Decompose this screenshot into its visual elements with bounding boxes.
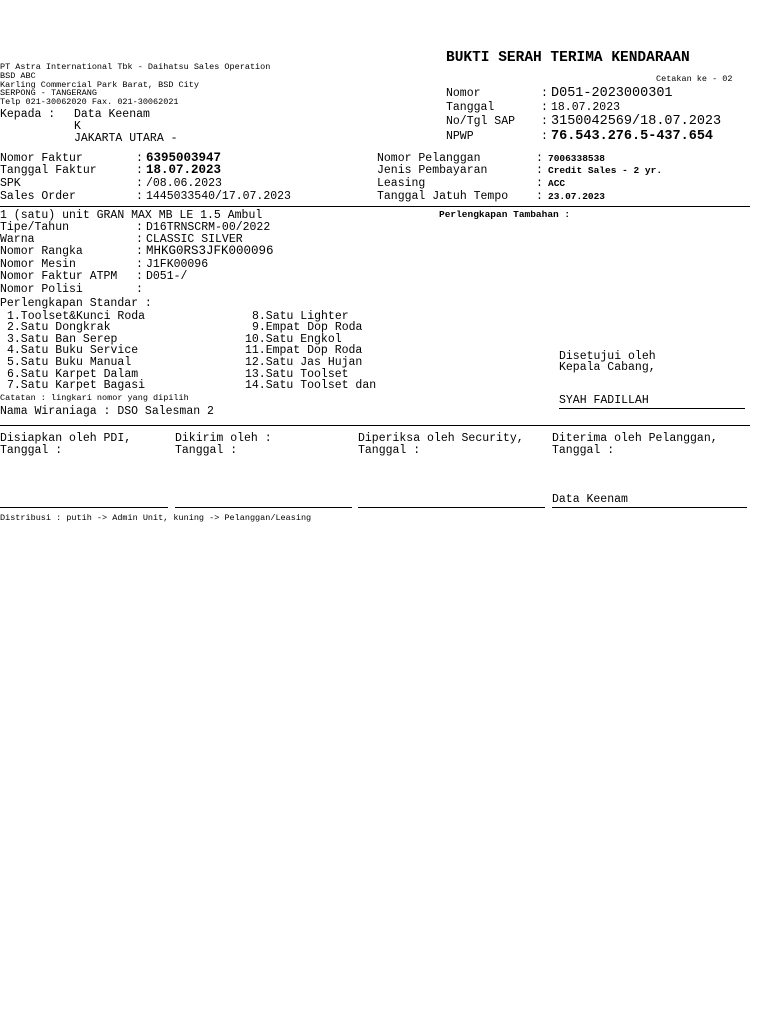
so-label: Sales Order [0, 190, 76, 203]
spk-value: /08.06.2023 [146, 177, 222, 190]
faktur-label: Nomor Faktur [0, 152, 83, 165]
equipment-item: 9.Empat Dop Roda [252, 321, 363, 334]
colon: : [136, 221, 143, 234]
nomor-label: Nomor [446, 87, 481, 100]
equipment-item: 5.Satu Buku Manual [7, 356, 132, 369]
approver-signature-line [559, 408, 745, 409]
colon: : [136, 190, 143, 203]
so-value: 1445033540/17.07.2023 [146, 190, 291, 203]
approver-name: SYAH FADILLAH [559, 394, 649, 407]
atpm-label: Nomor Faktur ATPM [0, 270, 118, 283]
colon: : [136, 245, 143, 258]
colon: : [136, 270, 143, 283]
jatuh-tempo-label: Tanggal Jatuh Tempo [377, 190, 509, 203]
rangka-value: MHKG0RS3JFK000096 [146, 244, 274, 258]
sap-label: No/Tgl SAP [446, 115, 516, 128]
colon: : [136, 164, 143, 177]
equipment-item: 8.Satu Lighter [252, 310, 349, 323]
signature-role: Diterima oleh Pelanggan, [552, 432, 718, 445]
equipment-item: 7.Satu Karpet Bagasi [7, 379, 146, 392]
colon: : [136, 283, 143, 296]
mesin-value: J1FK00096 [146, 258, 209, 271]
print-count: Cetakan ke - 02 [656, 74, 733, 84]
extras-title: Perlengkapan Tambahan : [439, 209, 571, 220]
mesin-label: Nomor Mesin [0, 258, 76, 271]
warna-label: Warna [0, 233, 35, 246]
selection-note: Catatan : lingkari nomor yang dipilih [0, 393, 189, 403]
equipment-item: 4.Satu Buku Service [7, 344, 139, 357]
colon: : [536, 152, 543, 165]
signature-line [0, 507, 168, 508]
equipment-item: 1.Toolset&Kunci Roda [7, 310, 146, 323]
company-city: SERPONG - TANGERANG [0, 88, 97, 98]
recipient-name: Data Keenam [74, 108, 150, 121]
tanggal-value: 18.07.2023 [551, 101, 621, 114]
nomor-value: D051-2023000301 [551, 86, 673, 101]
colon: : [536, 190, 543, 203]
rangka-label: Nomor Rangka [0, 245, 83, 258]
recipient-line2: K [74, 120, 81, 133]
npwp-label: NPWP [446, 130, 474, 143]
npwp-value: 76.543.276.5-437.654 [551, 129, 714, 144]
pelanggan-value: 7006338538 [548, 153, 606, 164]
unit-description: 1 (satu) unit GRAN MAX MB LE 1.5 Ambul [0, 209, 263, 222]
equipment-item: 6.Satu Karpet Dalam [7, 368, 139, 381]
signature-date: Tanggal : [175, 444, 238, 457]
section-divider [0, 206, 750, 207]
equipment-item: 14.Satu Toolset dan [245, 379, 377, 392]
equipment-item: 13.Satu Toolset [245, 368, 349, 381]
recipient-label: Kepada : [0, 108, 56, 121]
atpm-value: D051-/ [146, 270, 188, 283]
leasing-value: ACC [548, 178, 566, 189]
equipment-item: 3.Satu Ban Serep [7, 333, 118, 346]
distribution-note: Distribusi : putih -> Admin Unit, kuning -> Pelanggan/Leasing [0, 513, 312, 523]
salesperson-name: Nama Wiraniaga : DSO Salesman 2 [0, 405, 214, 418]
colon: : [541, 87, 548, 100]
spk-label: SPK [0, 177, 21, 190]
bayar-value: Credit Sales - 2 yr. [548, 165, 663, 176]
signature-line [552, 507, 747, 508]
leasing-label: Leasing [377, 177, 426, 190]
section-divider [0, 425, 750, 426]
colon: : [136, 177, 143, 190]
tanggal-label: Tanggal [446, 101, 495, 114]
signature-date: Tanggal : [0, 444, 63, 457]
equipment-item: 12.Satu Jas Hujan [245, 356, 363, 369]
company-phone: Telp 021-30062020 Fax. 021-30062021 [0, 97, 179, 107]
approval-line1: Disetujui oleh [559, 350, 656, 363]
warna-value: CLASSIC SILVER [146, 233, 243, 246]
colon: : [541, 130, 548, 143]
signature-name: Data Keenam [552, 493, 628, 506]
polisi-label: Nomor Polisi [0, 283, 83, 296]
tipe-label: Tipe/Tahun [0, 221, 70, 234]
company-branch: BSD ABC [0, 71, 36, 81]
signature-role: Diperiksa oleh Security, [358, 432, 524, 445]
tgl-faktur-label: Tanggal Faktur [0, 164, 97, 177]
signature-role: Disiapkan oleh PDI, [0, 432, 132, 445]
colon: : [541, 101, 548, 114]
bayar-label: Jenis Pembayaran [377, 164, 488, 177]
recipient-city: JAKARTA UTARA - [74, 132, 178, 145]
company-address: Karling Commercial Park Barat, BSD City [0, 80, 199, 90]
pelanggan-label: Nomor Pelanggan [377, 152, 481, 165]
equipment-item: 10.Satu Engkol [245, 333, 342, 346]
company-name: PT Astra International Tbk - Daihatsu Sales Operation [0, 62, 271, 72]
approval-line2: Kepala Cabang, [559, 361, 656, 374]
tipe-value: D16TRNSCRM-00/2022 [146, 221, 271, 234]
faktur-value: 6395003947 [146, 151, 222, 165]
signature-line [358, 507, 545, 508]
colon: : [541, 115, 548, 128]
standard-title: Perlengkapan Standar : [0, 297, 152, 310]
tgl-faktur-value: 18.07.2023 [146, 163, 222, 177]
colon: : [136, 258, 143, 271]
document-title: BUKTI SERAH TERIMA KENDARAAN [446, 50, 690, 66]
colon: : [536, 164, 543, 177]
colon: : [136, 233, 143, 246]
jatuh-tempo-value: 23.07.2023 [548, 191, 606, 202]
signature-date: Tanggal : [552, 444, 615, 457]
equipment-item: 11.Empat Dop Roda [245, 344, 363, 357]
equipment-item: 2.Satu Dongkrak [7, 321, 111, 334]
signature-role: Dikirim oleh : [175, 432, 272, 445]
signature-date: Tanggal : [358, 444, 421, 457]
sap-value: 3150042569/18.07.2023 [551, 114, 722, 129]
colon: : [136, 152, 143, 165]
signature-line [175, 507, 352, 508]
colon: : [536, 177, 543, 190]
